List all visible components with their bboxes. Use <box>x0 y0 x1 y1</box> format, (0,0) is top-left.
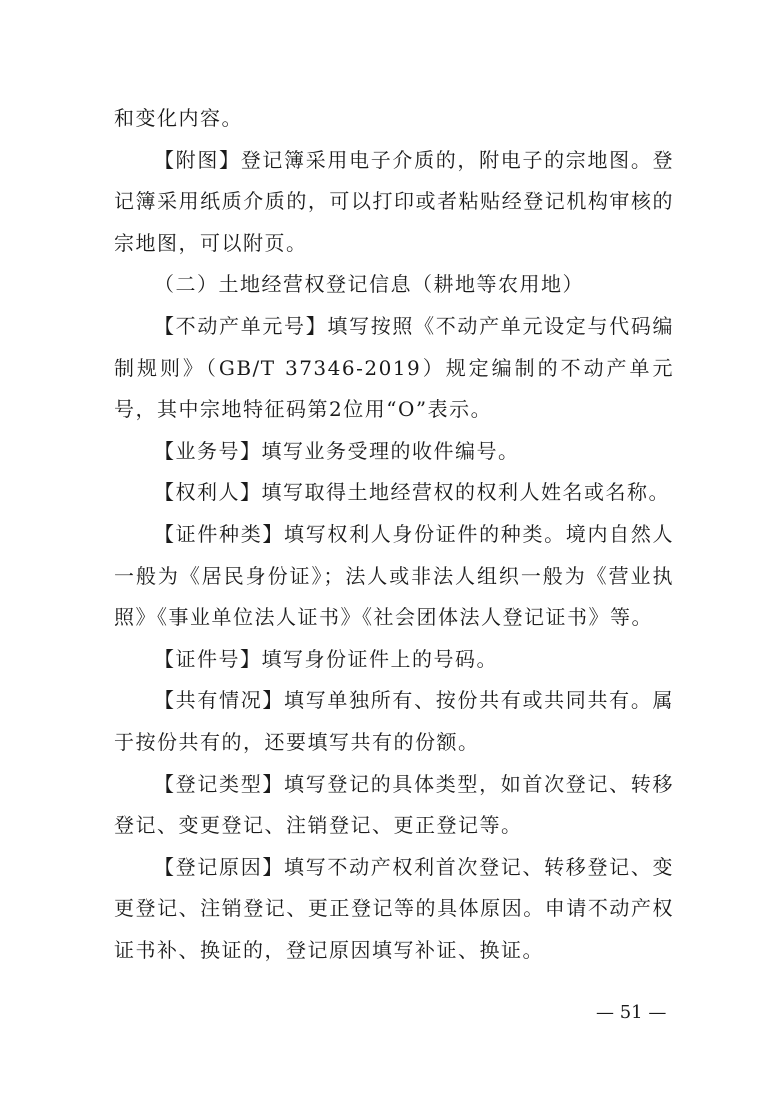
paragraph-business-number: 【业务号】填写业务受理的收件编号。 <box>154 438 520 463</box>
paragraph-co-ownership: 【共有情况】填写单独所有、按份共有或共同共有。属于按份共有的，还要填写共有的份额。 <box>114 688 674 754</box>
paragraph-continuation: 和变化内容。 <box>114 106 243 130</box>
paragraph-property-unit-number: 【不动产单元号】填写按照《不动产单元设定与代码编制规则》（GB/T 37346-2019）规定编制的不动产单元号，其中宗地特征码第2位用“O”表示。 <box>114 313 674 422</box>
paragraph-id-type: 【证件种类】填写权利人身份证件的种类。境内自然人一般为《居民身份证》；法人或非法人组织一般为《营业执照》《事业单位法人证书》《社会团体法人登记证书》等。 <box>114 521 674 630</box>
document-body <box>114 98 674 971</box>
paragraph-registration-reason: 【登记原因】填写不动产权利首次登记、转移登记、变更登记、注销登记、更正登记等的具体原因。申请不动产权证书补、换证的，登记原因填写补证、换证。 <box>114 854 674 962</box>
paragraph-registration-type: 【登记类型】填写登记的具体类型，如首次登记、转移登记、变更登记、注销登记、更正登记等。 <box>114 771 674 838</box>
page-number: — 51 — <box>596 1002 667 1023</box>
section-heading-land-management-rights: （二）土地经营权登记信息（耕地等农用地） <box>154 272 584 297</box>
paragraph-id-number: 【证件号】填写身份证件上的号码。 <box>154 646 498 671</box>
paragraph-right-holder: 【权利人】填写取得土地经营权的权利人姓名或名称。 <box>154 480 670 505</box>
paragraph-attached-map: 【附图】登记簿采用电子介质的，附电子的宗地图。登记簿采用纸质介质的，可以打印或者粘贴经登记机构审核的宗地图，可以附页。 <box>114 147 674 255</box>
